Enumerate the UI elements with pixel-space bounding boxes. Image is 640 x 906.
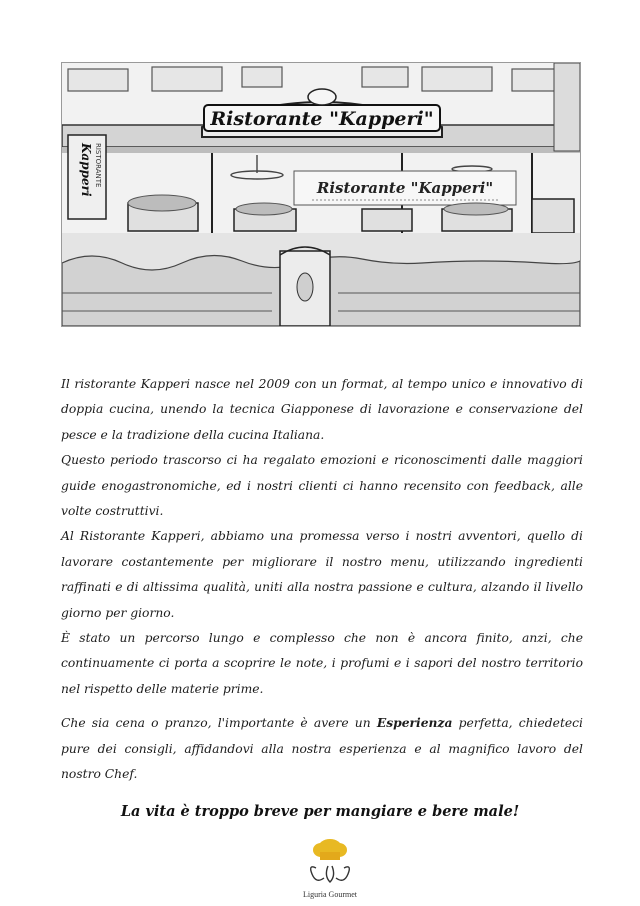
vertical-sign-text: Kapperi	[79, 143, 93, 197]
paragraph-experience	[61, 710, 583, 787]
restaurant-description	[61, 372, 583, 788]
vertical-sign-subtext: RISTORANTE	[94, 143, 102, 188]
paragraph-recognition: Questo periodo trascorso ci ha regalato emozioni e riconoscimenti dalle maggiori guide enogastronomiche, ed i nostri clienti ci hanno recensito con feedback, alle volte costruttivi.	[61, 453, 583, 519]
paragraph-promise: Al Ristorante Kapperi, abbiamo una promessa verso i nostri avventori, quello di lavorare costantemente per migliorare il nostro menu, utilizzando ingredienti raffinati e di altissima qualità, uniti alla nostra passione e cultura, alzando il livello giorno per giorno.	[61, 529, 583, 620]
logo-caption: Liguria Gourmet	[303, 890, 357, 899]
inner-sign-text: Ristorante "Kapperi"	[316, 179, 494, 197]
paragraph-history: Il ristorante Kapperi nasce nel 2009 con un format, al tempo unico e innovativo di doppia cucina, unendo la tecnica Giapponese di lavorazione e conservazione del pesce e la tradizione della cucina Italiana.	[61, 377, 583, 442]
liguria-gourmet-logo	[290, 834, 370, 900]
chef-hat-icon	[290, 834, 370, 890]
experience-text-start: Che sia cena o pranzo, l'importante è avere un	[61, 716, 377, 731]
main-sign-text: Ristorante "Kapperi"	[210, 108, 434, 130]
paragraph-journey: È stato un percorso lungo e complesso che non è ancora finito, anzi, che continuamente ci porta a scoprire le note, i profumi e i sapori del nostro territorio nel rispetto delle materie prime.	[61, 631, 583, 696]
tagline: La vita è troppo breve per mangiare e bere male!	[120, 803, 520, 820]
experience-text-end: perfetta, chiedeteci pure dei consigli, affidandovi alla nostra esperienza e al magnifico lavoro del nostro Chef.	[61, 716, 583, 782]
restaurant-storefront-image	[61, 62, 581, 327]
experience-emphasis: Esperienza	[376, 715, 453, 731]
